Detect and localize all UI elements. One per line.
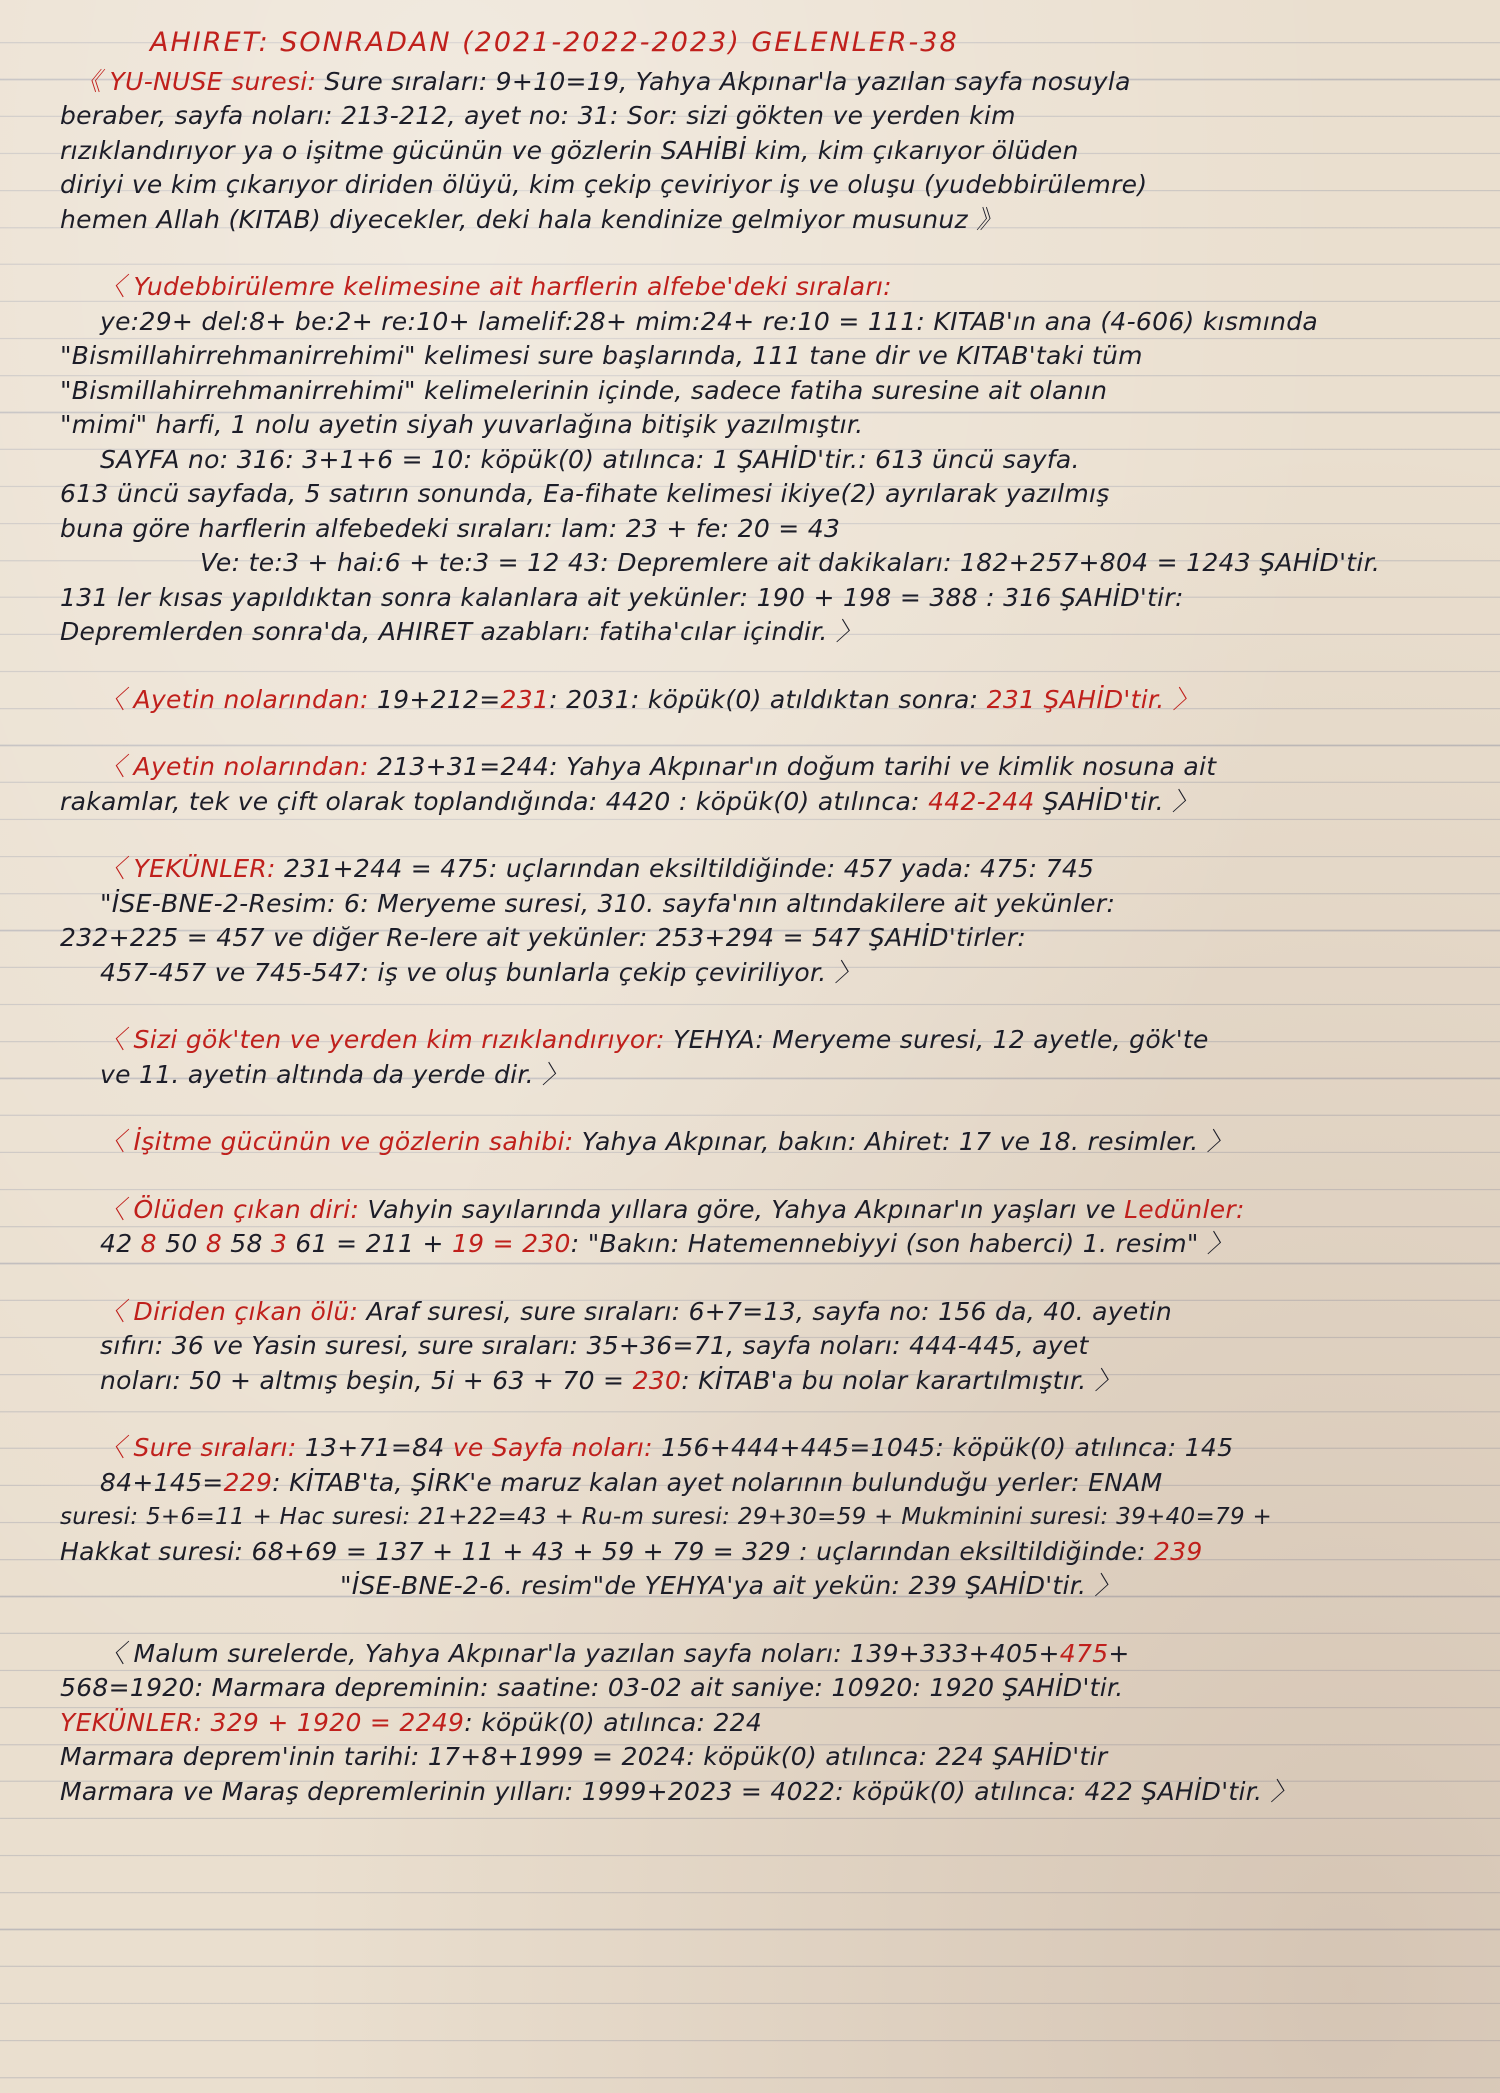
text-line: Marmara deprem'inin tarihi: 17+8+1999 = 2024: köpük(0) atılınca: 224 ŞAHİD'tir	[60, 1742, 1108, 1771]
text-line	[60, 1023, 1460, 1058]
red-heading: 〈 Ayetin nolarından:	[100, 752, 369, 781]
text: Hakkat suresi: 68+69 = 137 + 11 + 43 + 59 + 79 = 329 : uçlarından eksiltildiğinde:	[60, 1536, 1146, 1566]
red-number: 230	[632, 1365, 682, 1395]
text: Araf suresi, sure sıraları: 6+7=13, sayfa no: 156 da, 40. ayetin	[366, 1296, 1173, 1326]
text: 84+145=	[100, 1467, 224, 1497]
paragraph-ayet-nolari-231	[60, 683, 1460, 718]
red-heading: 〈 İşitme gücünün ve gözlerin sahibi:	[100, 1127, 574, 1156]
text-line	[60, 785, 1460, 820]
paragraph-yunus-suresi	[60, 65, 1460, 238]
text: : 2031: köpük(0) atıldıktan sonra:	[549, 684, 979, 714]
text-line: rızıklandırıyor ya o işitme gücünün ve gözlerin SAHİBİ kim, kim çıkarıyor ölüden	[60, 135, 1079, 165]
red-number: 8	[140, 1229, 157, 1258]
red-heading: 〈 Diriden çıkan ölü:	[100, 1296, 359, 1326]
red-number: 229	[223, 1467, 273, 1497]
paragraph-oluden-diri	[60, 1193, 1460, 1262]
text-line: buna göre harflerin alfebedeki sıraları: lam: 23 + fe: 20 = 43	[60, 513, 841, 543]
red-heading: 〈 Sizi gök'ten ve yerden kim rızıklandırıyor:	[100, 1025, 665, 1054]
text-line: suresi: 5+6=11 + Hac suresi: 21+22=43 + Ru-m suresi: 29+30=59 + Mukminini suresi: 39+40=79 +	[60, 1504, 1273, 1530]
text: 58	[230, 1229, 263, 1258]
red-heading: 《 YU-NUSE suresi:	[76, 66, 317, 96]
red-heading: YEKÜNLER: 329 + 1920 = 2249	[60, 1707, 465, 1737]
red-number: 239	[1154, 1536, 1203, 1566]
red-number: 231 ŞAHİD'tir. 〉	[986, 684, 1199, 714]
text-line	[60, 1125, 1460, 1160]
text-line	[60, 1193, 1460, 1228]
text: noları: 50 + altmış beşin, 5i + 63 + 70 =	[100, 1365, 625, 1395]
text-line: Marmara ve Maraş depremlerinin yılları: 1999+2023 = 4022: köpük(0) atılınca: 422 ŞAHİD'tir. 〉	[60, 1776, 1296, 1806]
text: rakamlar, tek ve çift olarak toplandığında: 4420 : köpük(0) atılınca:	[60, 786, 920, 816]
text-line: 457-457 ve 745-547: iş ve oluş bunlarla çekip çeviriliyor. 〉	[100, 957, 861, 987]
text-line: "mimi" harfi, 1 nolu ayetin siyah yuvarlağına bitişik yazılmıştır.	[60, 410, 864, 439]
text: 213+31=244: Yahya Akpınar'ın doğum tarihi ve kimlik nosuna ait	[376, 752, 1217, 781]
paragraph-diriden-olu	[60, 1295, 1460, 1399]
text: ŞAHİD'tir. 〉	[1042, 786, 1198, 816]
red-heading: 〈 Ölüden çıkan diri:	[100, 1194, 360, 1224]
red-heading: 〈 Yudebbirülemre kelimesine ait harflerin alfebe'deki sıraları:	[100, 272, 892, 301]
text: 42	[100, 1229, 133, 1258]
text-line	[60, 65, 1460, 100]
red-number: 231	[500, 684, 550, 714]
text: : köpük(0) atılınca: 224	[464, 1707, 763, 1737]
text-line: 232+225 = 457 ve diğer Re-lere ait yekünler: 253+294 = 547 ŞAHİD'tirler:	[60, 923, 1027, 952]
red-number: 475	[1059, 1638, 1109, 1668]
paragraph-sure-siralari	[60, 1431, 1460, 1604]
text-line	[60, 1295, 1460, 1330]
paragraph-ayet-nolari-244	[60, 750, 1460, 819]
text-line	[60, 1637, 1460, 1672]
text: Sure sıraları: 9+10=19, Yahya Akpınar'la yazılan sayfa nosuyla	[324, 66, 1131, 96]
text-line: ye:29+ del:8+ be:2+ re:10+ lamelif:28+ mim:24+ re:10 = 111: KITAB'ın ana (4-606) kısmında	[100, 306, 1319, 336]
handwritten-content	[60, 26, 1460, 1842]
text-line: "İSE-BNE-2-6. resim"de YEHYA'ya ait yekün: 239 ŞAHİD'tir. 〉	[340, 1571, 1120, 1600]
text-line: ve 11. ayetin altında da yerde dir. 〉	[100, 1059, 568, 1089]
text: 156+444+445=1045: köpük(0) atılınca: 145	[661, 1433, 1234, 1462]
text-line	[60, 1706, 1460, 1741]
paragraph-yudebbirulemre	[60, 270, 1460, 650]
text-line	[60, 852, 1460, 887]
paragraph-malum-sureler	[60, 1637, 1460, 1810]
text-line: hemen Allah (KITAB) diyecekler, deki hala kendinize gelmiyor musunuz 》	[60, 204, 1002, 234]
text: 231+244 = 475: uçlarından eksiltildiğinde: 457 yada: 475: 745	[284, 854, 1095, 883]
text-line	[60, 750, 1460, 785]
text-line	[60, 1431, 1460, 1466]
text-line: 568=1920: Marmara depreminin: saatine: 03-02 ait saniye: 10920: 1920 ŞAHİD'tir.	[60, 1673, 1124, 1702]
red-heading: Ledünler:	[1124, 1194, 1245, 1224]
text: 〈 Malum surelerde, Yahya Akpınar'la yazılan sayfa noları: 139+333+405+	[100, 1638, 1060, 1668]
text-line: SAYFA no: 316: 3+1+6 = 10: köpük(0) atılınca: 1 ŞAHİD'tir.: 613 üncü sayfa.	[100, 444, 1080, 474]
text: : KİTAB'ta, ŞİRK'e maruz kalan ayet nolarının bulunduğu yerler: ENAM	[272, 1467, 1163, 1497]
text-line	[60, 1227, 1460, 1262]
text-line: "İSE-BNE-2-Resim: 6: Meryeme suresi, 310. sayfa'nın altındakilere ait yekünler:	[100, 888, 1116, 918]
paragraph-gokten-yerden	[60, 1023, 1460, 1092]
red-heading: 〈 Ayetin nolarından:	[100, 684, 369, 714]
page-title: AHIRET: SONRADAN (2021-2022-2023) GELENLER-38	[150, 27, 959, 58]
text: YEHYA: Meryeme suresi, 12 ayetle, gök'te	[673, 1025, 1209, 1054]
text: 19+212=	[376, 684, 501, 714]
paragraph-yekunler	[60, 852, 1460, 990]
text-line	[60, 1364, 1460, 1399]
red-heading: 〈 Sure sıraları:	[100, 1433, 297, 1462]
text-line	[60, 683, 1460, 718]
text: 13+71=84	[304, 1433, 445, 1462]
text-line: diriyi ve kim çıkarıyor diriden ölüyü, kim çekip çeviriyor iş ve oluşu (yudebbirülemre)	[60, 170, 1148, 199]
text-line	[60, 1466, 1460, 1501]
red-number: 3	[270, 1229, 288, 1258]
text-line: 131 ler kısas yapıldıktan sonra kalanlara ait yekünler: 190 + 198 = 388 : 316 ŞAHİD'tir:	[60, 582, 1184, 612]
red-number: 442-244	[928, 786, 1035, 816]
text: Yahya Akpınar, bakın: Ahiret: 17 ve 18. resimler. 〉	[581, 1127, 1232, 1156]
text: +	[1108, 1638, 1130, 1668]
text-line: beraber, sayfa noları: 213-212, ayet no: 31: Sor: sizi gökten ve yerden kim	[60, 101, 1016, 130]
text-line: 613 üncü sayfada, 5 satırın sonunda, Ea-fihate kelimesi ikiye(2) ayrılarak yazılmış	[60, 479, 1110, 508]
text-line: Ve: te:3 + hai:6 + te:3 = 12 43: Depremlere ait dakikaları: 182+257+804 = 1243 ŞAHİD'tir.	[200, 548, 1381, 577]
text: : KİTAB'a bu nolar karartılmıştır. 〉	[681, 1365, 1121, 1395]
text-line: "Bismillahirrehmanirrehimi" kelimelerinin içinde, sadece fatiha suresine ait olanın	[60, 375, 1108, 405]
paragraph-isitme	[60, 1125, 1460, 1160]
text-line	[60, 1535, 1460, 1570]
red-heading: ve Sayfa noları:	[452, 1433, 653, 1462]
text-line: "Bismillahirrehmanirrehimi" kelimesi sure başlarında, 111 tane dir ve KITAB'taki tüm	[60, 341, 1143, 370]
red-number: 8	[205, 1229, 223, 1258]
text: : "Bakın: Hatemennebiyyi (son haberci) 1. resim" 〉	[570, 1229, 1233, 1258]
text: 61 = 211 +	[295, 1229, 444, 1258]
text-line: sıfırı: 36 ve Yasin suresi, sure sıraları: 35+36=71, sayfa noları: 444-445, ayet	[100, 1331, 1089, 1360]
text: 50	[165, 1229, 198, 1258]
text: Vahyin sayılarında yıllara göre, Yahya Akpınar'ın yaşları ve	[367, 1194, 1116, 1224]
text-line: Depremlerden sonra'da, AHIRET azabları: fatiha'cılar içindir. 〉	[60, 617, 862, 646]
red-number: 19 = 230	[451, 1229, 571, 1258]
red-heading: 〈 YEKÜNLER:	[100, 854, 276, 883]
